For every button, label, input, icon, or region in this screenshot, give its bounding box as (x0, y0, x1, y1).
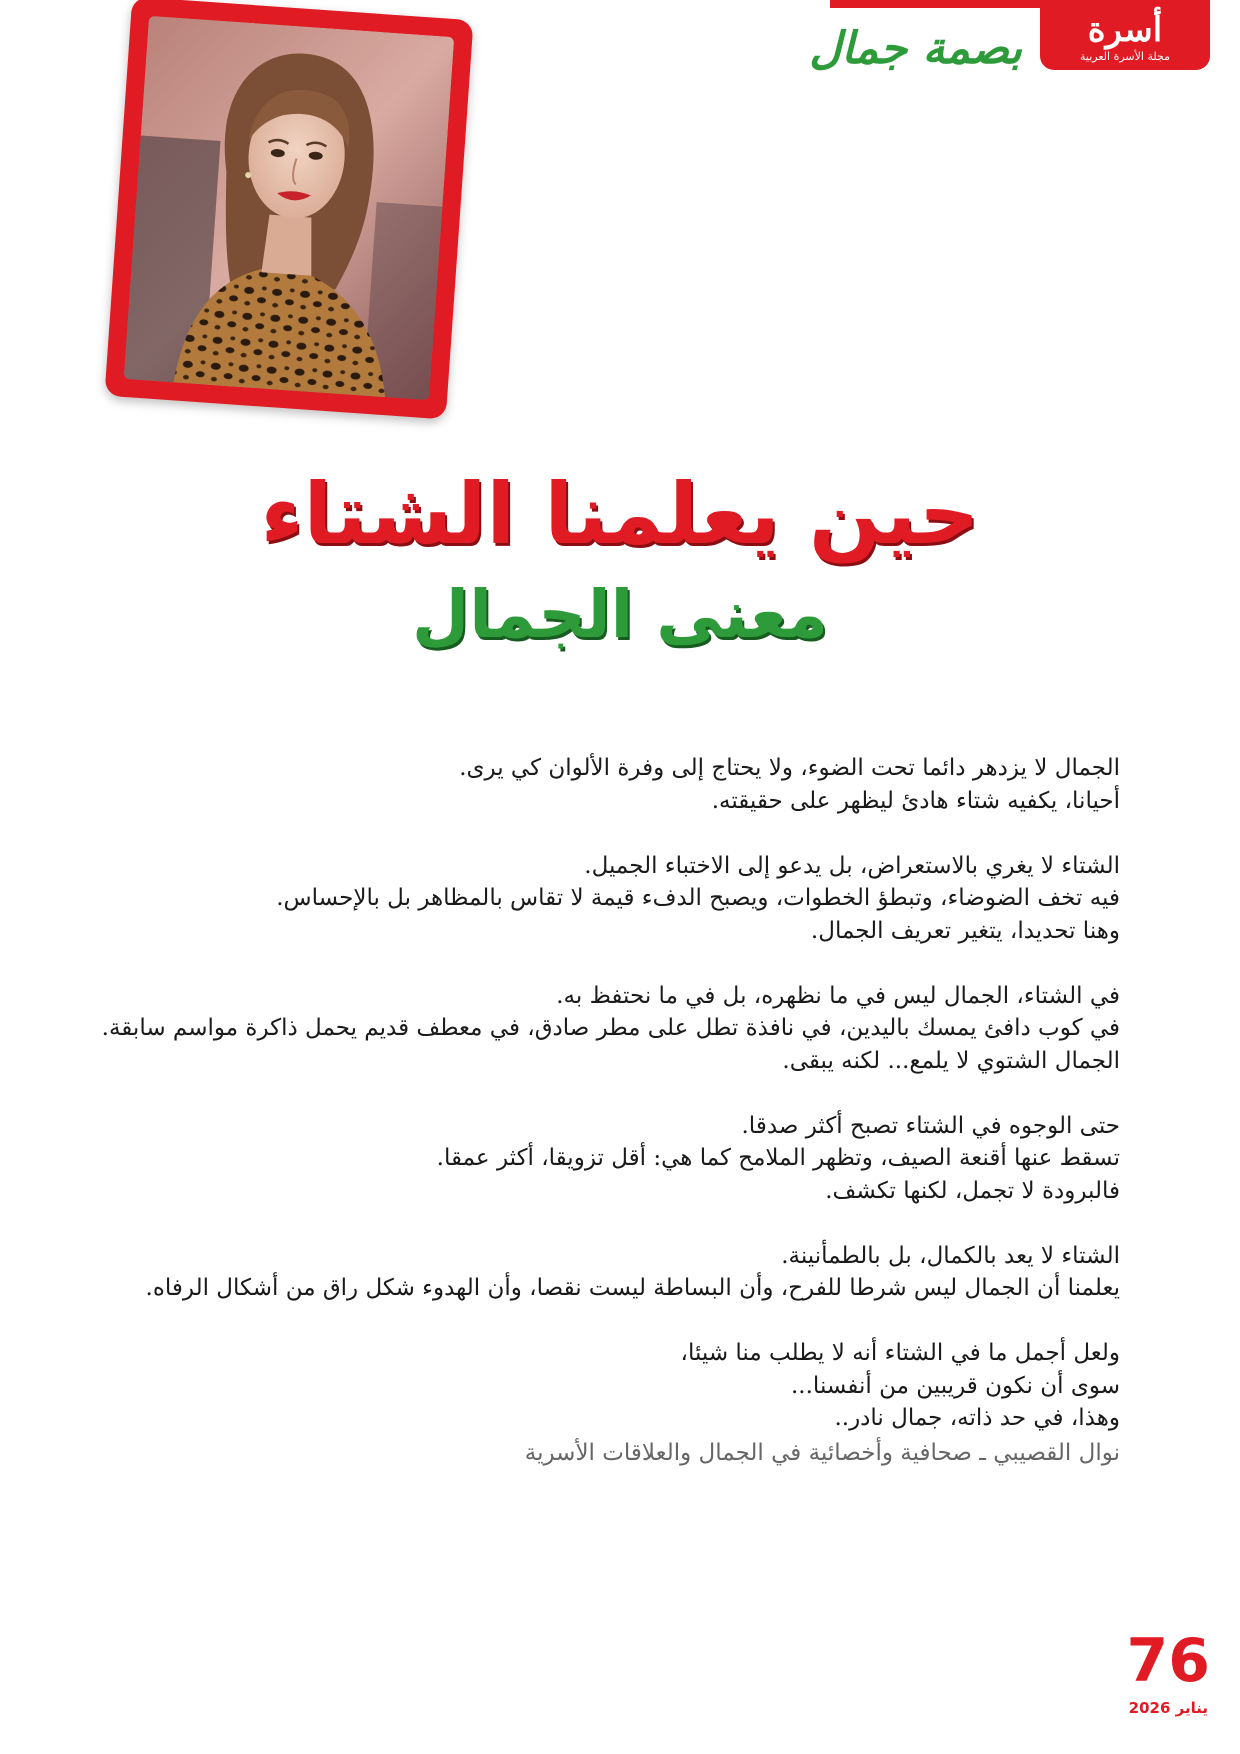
issue-date: يناير 2026 (1128, 1699, 1208, 1717)
logo-subtitle: مجلة الأسرة العربية (1080, 50, 1170, 63)
text-line: الجمال الشتوي لا يلمع... لكنه يبقى. (782, 1047, 1120, 1074)
text-line: الشتاء لا يعد بالكمال، بل بالطمأنينة. (781, 1242, 1120, 1269)
text-line: فالبرودة لا تجمل، لكنها تكشف. (825, 1177, 1120, 1204)
article-body (101, 752, 1120, 1469)
magazine-logo (1040, 8, 1210, 70)
article-subtitle: معنى الجمال (411, 576, 829, 653)
paragraph-1 (220, 752, 1120, 817)
author-photo-frame (104, 0, 473, 419)
text-line: تسقط عنها أقنعة الصيف، وتظهر الملامح كما هي: أقل تزويقا، أكثر عمقا. (436, 1145, 1120, 1171)
text-line: الجمال لا يزدهر دائما تحت الضوء، ولا يحتاج إلى وفرة الألوان كي يرى. (459, 755, 1120, 781)
top-red-rule (830, 0, 1210, 8)
paragraph-5 (145, 1240, 1120, 1305)
paragraph-3 (101, 980, 1120, 1078)
paragraph-6 (220, 1337, 1120, 1469)
text-line: في كوب دافئ يمسك باليدين، في نافذة تطل على مطر صادق، في معطف قديم يحمل ذاكرة مواسم سابقة. (101, 1015, 1120, 1041)
text-line: ولعل أجمل ما في الشتاء أنه لا يطلب منا شيئا، (680, 1340, 1120, 1366)
text-line: حتى الوجوه في الشتاء تصبح أكثر صدقا. (741, 1112, 1120, 1139)
paragraph-2 (220, 850, 1120, 948)
paragraph-4 (220, 1110, 1120, 1208)
text-line: سوى أن نكون قريبين من أنفسنا... (791, 1372, 1120, 1399)
text-line: الشتاء لا يغري بالاستعراض، بل يدعو إلى الاختباء الجميل. (584, 852, 1120, 879)
text-line: وهذا، في حد ذاته، جمال نادر.. (834, 1405, 1120, 1431)
text-line: فيه تخف الضوضاء، وتبطؤ الخطوات، ويصبح الدفء قيمة لا تقاس بالمظاهر بل بالإحساس. (276, 885, 1120, 911)
logo-text: أسرة (1087, 10, 1163, 50)
section-title: بصمة جمال (809, 23, 1022, 74)
text-line: أحيانا، يكفيه شتاء هادئ ليظهر على حقيقته. (711, 787, 1120, 814)
text-line: في الشتاء، الجمال ليس في ما نظهره، بل في ما نحتفظ به. (556, 982, 1120, 1009)
article-title: حين يعلمنا الشتاء (260, 465, 980, 563)
author-byline: نوال القصيبي ـ صحافية وأخصائية في الجمال والعلاقات الأسرية (524, 1439, 1120, 1466)
author-portrait (124, 16, 455, 400)
text-line: وهنا تحديدا، يتغير تعريف الجمال. (810, 917, 1120, 944)
page-number: 76 (1126, 1626, 1210, 1696)
text-line: يعلمنا أن الجمال ليس شرطا للفرح، وأن البساطة ليست نقصا، وأن الهدوء شكل راق من أشكال الرفاه. (145, 1275, 1120, 1301)
